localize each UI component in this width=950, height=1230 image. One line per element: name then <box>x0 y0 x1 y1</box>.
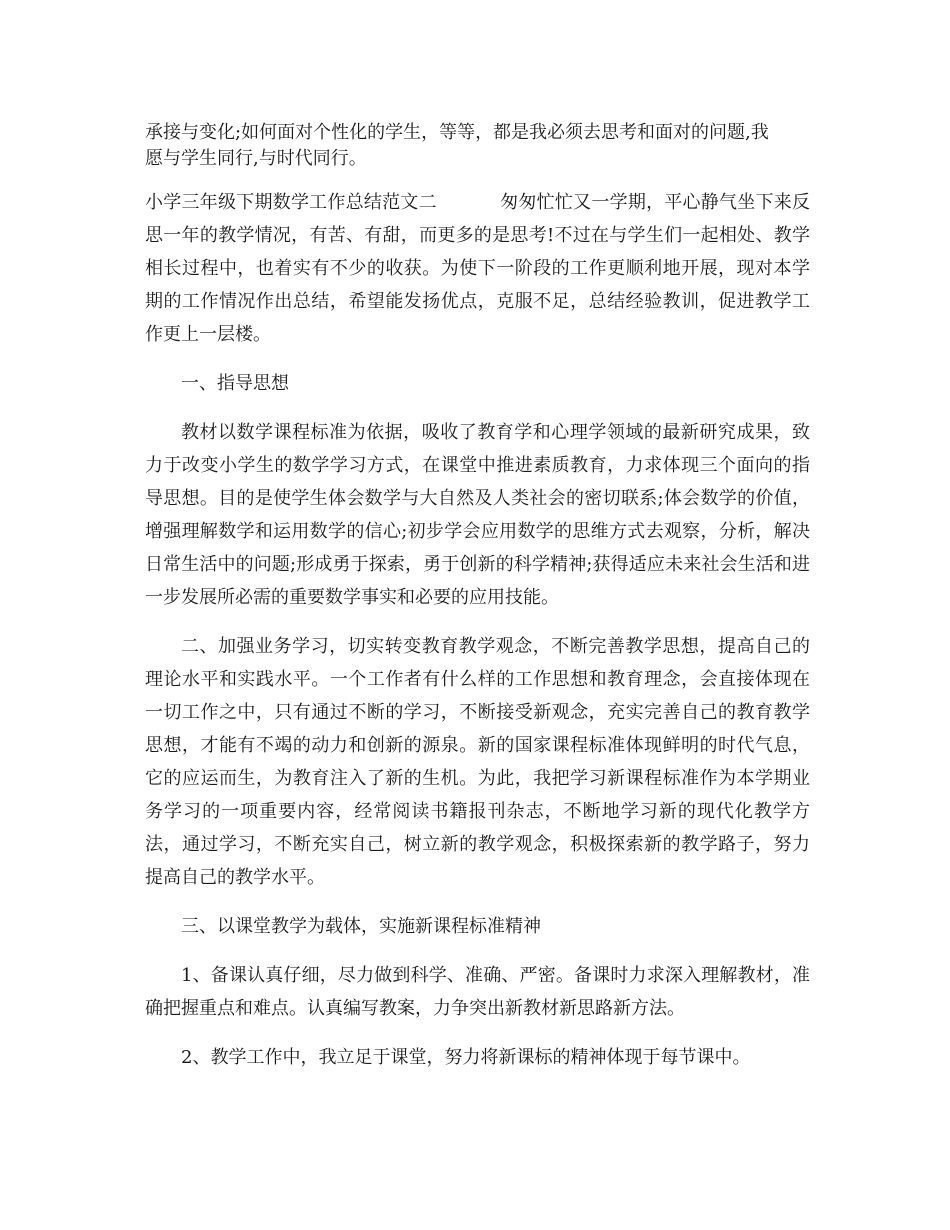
section-heading-3: 三、以课堂教学为载体，实施新课程标准精神 <box>181 916 541 937</box>
paragraph-lesson-prep: 1、备课认真仔细，尽力做到科学、准确、严密。备课时力求深入理解教材，准确把握重点和难点。认真编写教案，力争突出新教材新思路新方法。 <box>145 965 810 1019</box>
article-opening-paragraph <box>145 186 810 351</box>
paragraph-guiding-thought: 教材以数学课程标准为依据，吸收了教育学和心理学领域的最新研究成果，致力于改变小学生的数学学习方式，在课堂中推进素质教育，力求体现三个面向的指导思想。目的是使学生体会数学与大自然及人类社会的密切联系;体会数学的价值，增强理解数学和运用数学的信心;初步学会应用数学的思维方式去观察，分析，解决日常生活中的问题;形成勇于探索，勇于创新的科学精神;获得适应未来社会生活和进一步发展所必需的重要数学事实和必要的应用技能。 <box>145 422 810 608</box>
article-opening-text: 匆匆忙忙又一学期，平心静气坐下来反思一年的教学情况，有苦、有甜，而更多的是思考!不过在与学生们一起相处、教学相长过程中，也着实有不少的收获。为使下一阶段的工作更顺利地开展，现对本学期的工作情况作出总结，希望能发扬优点，克服不足，总结经验教训，促进教学工作更上一层楼。 <box>145 192 811 345</box>
paragraph-classroom-work: 2、教学工作中，我立足于课堂，努力将新课标的精神体现于每节课中。 <box>181 1047 751 1068</box>
article-title: 小学三年级下期数学工作总结范文二 <box>145 192 437 213</box>
document-page <box>145 120 810 1090</box>
intro-line-1: 承接与变化;如何面对个性化的学生，等等，都是我必须去思考和面对的问题,我 <box>145 122 769 143</box>
intro-line-2: 愿与学生同行,与时代同行。 <box>145 148 367 169</box>
paragraph-business-study: 二、加强业务学习，切实转变教育教学观念，不断完善教学思想，提高自己的理论水平和实践水平。一个工作者有什么样的工作思想和教育理念，会直接体现在一切工作之中，只有通过不断的学习，不断接受新观念，充实完善自己的教育教学思想，才能有不竭的动力和创新的源泉。新的国家课程标准体现鲜明的时代气息，它的应运而生，为教育注入了新的生机。为此，我把学习新课程标准作为本学期业务学习的一项重要内容，经常阅读书籍报刊杂志，不断地学习新的现代化教学方法，通过学习，不断充实自己，树立新的教学观念，积极探索新的教学路子，努力提高自己的教学水平。 <box>145 636 810 888</box>
section-heading-1: 一、指导思想 <box>181 373 289 394</box>
intro-block <box>145 120 810 172</box>
